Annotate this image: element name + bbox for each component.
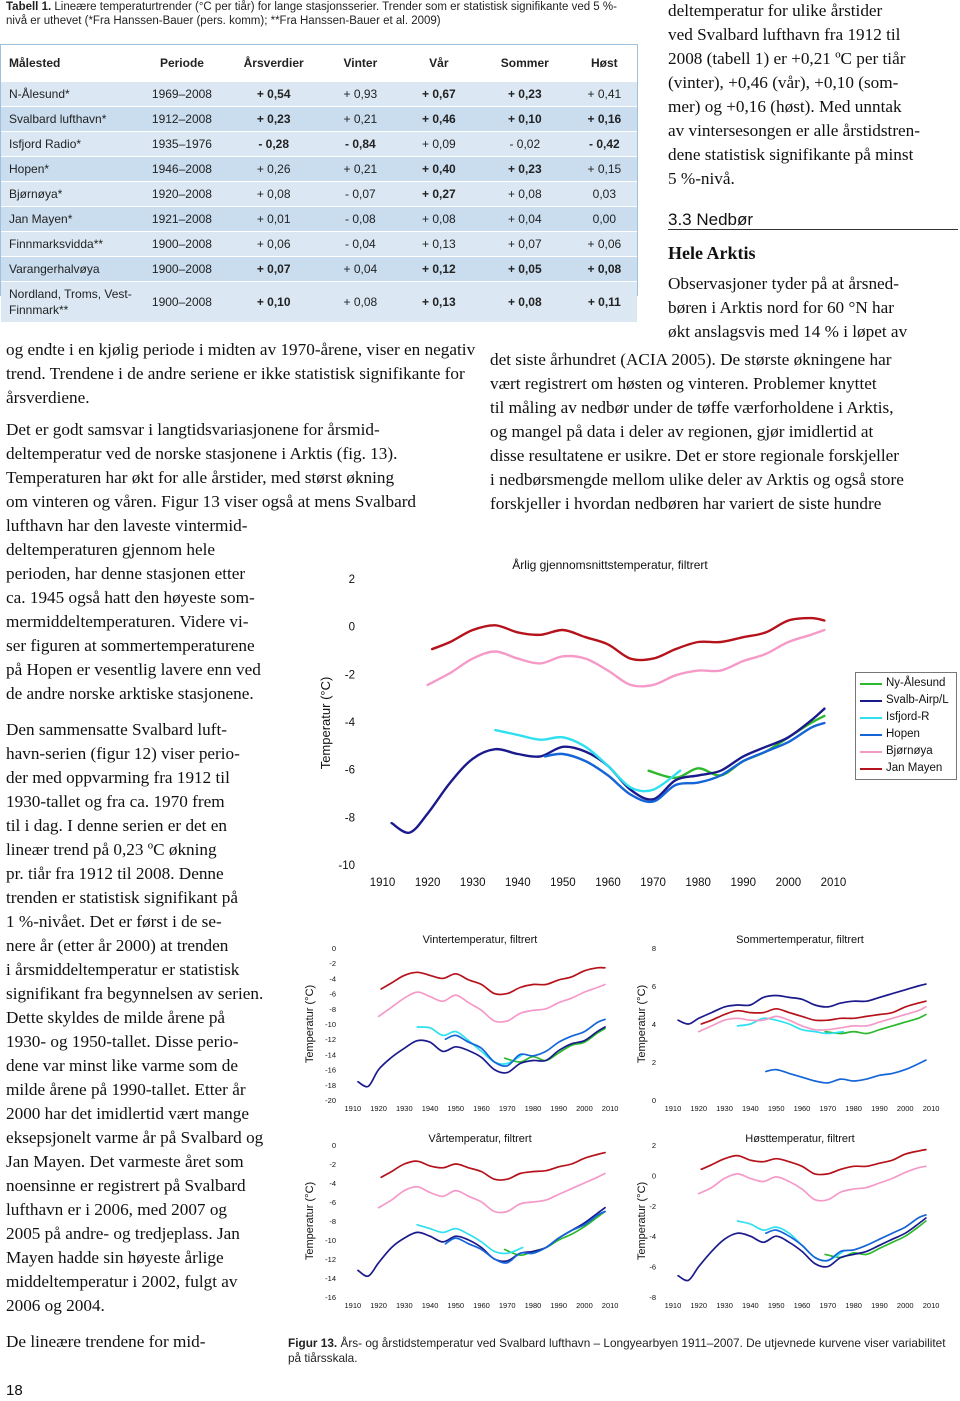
- y-tick-label: 6: [651, 982, 656, 991]
- period: 1900–2008: [138, 257, 227, 282]
- x-tick-label: 1960: [793, 1104, 811, 1113]
- trend-value: + 0,06: [572, 232, 637, 257]
- legend-item: [856, 743, 956, 760]
- text-line: (vinter), +0,46 (vår), +0,10 (som-: [668, 73, 899, 92]
- y-tick-label: -12: [325, 1255, 336, 1264]
- chart-panel: [636, 934, 939, 1113]
- y-tick-label: 8: [651, 944, 656, 953]
- y-tick-label: -8: [344, 812, 355, 825]
- trend-value: + 0,08: [478, 182, 572, 207]
- right-paragraph-2-wide: [490, 348, 960, 516]
- station-name: Isfjord Radio*: [1, 132, 138, 157]
- trend-value: + 0,26: [226, 157, 321, 182]
- station-name: Finnmarksvidda**: [1, 232, 138, 257]
- y-axis-label: Temperatur (°C): [304, 1181, 316, 1261]
- period: 1946–2008: [138, 157, 227, 182]
- left-paragraph-2: [6, 418, 476, 706]
- text-line: 2005 på andre- og tredjeplass. Jan: [6, 1224, 240, 1243]
- station-name: Svalbard lufthavn*: [1, 107, 138, 132]
- table-row: [1, 132, 637, 157]
- y-axis-label: Temperatur (°C): [636, 984, 648, 1064]
- legend-label: Jan Mayen: [886, 762, 943, 774]
- trend-value: + 0,27: [400, 182, 478, 207]
- x-tick-label: 2000: [896, 1301, 914, 1310]
- x-tick-label: 1910: [344, 1104, 362, 1113]
- table-row: [1, 232, 637, 257]
- text-line: milde årene på 1990-tallet. Etter år: [6, 1080, 246, 1099]
- trend-value: + 0,12: [400, 257, 478, 282]
- chart-title: Høsttemperatur, filtrert: [745, 1133, 855, 1145]
- x-tick-label: 1920: [690, 1104, 708, 1113]
- y-tick-label: -16: [325, 1293, 336, 1302]
- trend-value: + 0,09: [400, 132, 478, 157]
- right-paragraph-2-narrow: [668, 272, 960, 344]
- series-line-svalb-airp-l: [678, 984, 926, 1024]
- y-tick-label: -4: [329, 1179, 336, 1188]
- y-tick-label: -18: [325, 1080, 336, 1090]
- text-line: Det er godt samsvar i langtidsvariasjonene for årsmid-: [6, 420, 380, 439]
- text-line: 2008 (tabell 1) er +0,21 ºC per tiår: [668, 49, 906, 68]
- legend-swatch: [860, 751, 882, 753]
- text-line: 1930- og 1950-tallet. Disse perio-: [6, 1032, 239, 1051]
- legend-swatch: [860, 734, 882, 736]
- y-tick-label: -8: [329, 1217, 336, 1226]
- text-line: Jan Mayen. Det varmeste året som: [6, 1152, 244, 1171]
- text-line: ser figuren at sommertemperaturene: [6, 636, 255, 655]
- legend-item: [856, 709, 956, 726]
- period: 1912–2008: [138, 107, 227, 132]
- text-line: på Hopen er vesentlig lavere enn ved: [6, 660, 261, 679]
- text-line: der med oppvarming fra 1912 til: [6, 768, 230, 787]
- series-line-jan-mayen: [701, 1150, 926, 1175]
- table-row: [1, 157, 637, 182]
- y-tick-label: -8: [649, 1293, 656, 1302]
- trend-value: + 0,08: [321, 282, 400, 323]
- trend-value: 0,03: [572, 182, 637, 207]
- chart-title: Vårtemperatur, filtrert: [428, 1133, 532, 1145]
- text-line: Mayen hadde sin høyeste årlige: [6, 1248, 224, 1267]
- chart-panel: [636, 1133, 939, 1310]
- trend-value: + 0,13: [400, 232, 478, 257]
- x-tick-label: 1970: [498, 1301, 516, 1310]
- table-row: [1, 82, 637, 107]
- x-tick-label: 1980: [845, 1104, 862, 1113]
- station-name: N-Ålesund*: [1, 82, 138, 107]
- station-name: Hopen*: [1, 157, 138, 182]
- text-line: i årsmiddeltemperatur er statistisk: [6, 960, 240, 979]
- y-tick-label: -14: [325, 1050, 336, 1060]
- x-tick-label: 1970: [498, 1104, 516, 1113]
- x-tick-label: 2000: [896, 1104, 914, 1113]
- text-line: børen i Arktis nord for 60 °N har: [668, 298, 894, 317]
- y-axis-label: Temperatur (°C): [636, 1181, 648, 1261]
- trend-value: + 0,23: [478, 157, 572, 182]
- text-line: av vintersesongen er alle årstidstren-: [668, 121, 920, 140]
- trend-value: + 0,41: [572, 82, 637, 107]
- text-line: pr. tiår fra 1912 til 2008. Denne: [6, 864, 224, 883]
- table-header-cell: Periode: [138, 45, 227, 82]
- series-line-ny-lesund: [825, 1221, 926, 1258]
- text-line: ved Svalbard lufthavn fra 1912 til: [668, 25, 901, 44]
- trend-value: - 0,42: [572, 132, 637, 157]
- table-row: [1, 282, 637, 323]
- x-tick-label: 1950: [550, 877, 576, 889]
- legend-swatch: [860, 683, 882, 685]
- y-axis-label: Temperatur (°C): [304, 984, 316, 1064]
- series-line-isfjord-r: [738, 1018, 844, 1033]
- x-tick-label: 1960: [793, 1301, 811, 1310]
- legend-label: Hopen: [886, 728, 920, 740]
- page-number: 18: [6, 1382, 23, 1399]
- text-line: havn-serien (figur 12) viser perio-: [6, 744, 240, 763]
- trend-value: - 0,02: [478, 132, 572, 157]
- x-tick-label: 1980: [524, 1301, 542, 1310]
- period: 1969–2008: [138, 82, 227, 107]
- text-line: deltemperaturen gjennom hele: [6, 540, 216, 559]
- y-tick-label: 0: [651, 1096, 656, 1105]
- series-line-hopen: [545, 723, 825, 802]
- section-heading: 3.3 Nedbør: [668, 210, 754, 229]
- period: 1935–1976: [138, 132, 227, 157]
- x-tick-label: 1990: [730, 877, 757, 889]
- series-line-hopen: [766, 1215, 926, 1261]
- x-tick-label: 1980: [685, 877, 711, 889]
- x-tick-label: 2010: [601, 1301, 619, 1310]
- x-tick-label: 1920: [690, 1301, 708, 1310]
- text-line: ca. 1945 også hatt den høyeste som-: [6, 588, 255, 607]
- trend-value: + 0,21: [321, 157, 400, 182]
- x-tick-label: 1930: [459, 877, 486, 889]
- text-line: forskjeller i hvordan nedbøren har variert de siste hundre: [490, 494, 882, 513]
- trend-value: + 0,10: [478, 107, 572, 132]
- series-line-ny-lesund: [505, 1029, 605, 1062]
- x-tick-label: 2010: [922, 1104, 940, 1113]
- station-name: Jan Mayen*: [1, 207, 138, 232]
- y-tick-label: -2: [344, 669, 355, 682]
- trend-value: + 0,93: [321, 82, 400, 107]
- series-line-ny-lesund: [825, 1015, 926, 1034]
- trend-value: + 0,46: [400, 107, 478, 132]
- x-tick-label: 1910: [664, 1104, 682, 1113]
- trend-value: + 0,23: [478, 82, 572, 107]
- text-line: trenden er statistisk signifikant på: [6, 888, 238, 907]
- x-tick-label: 1940: [421, 1104, 439, 1113]
- x-tick-label: 1960: [473, 1104, 490, 1113]
- text-line: deltemperatur for ulike årstider: [668, 1, 883, 20]
- figure-caption-label: Figur 13.: [288, 1336, 338, 1350]
- legend-label: Bjørnøya: [886, 745, 933, 757]
- text-line: Observasjoner tyder på at årsned-: [668, 274, 899, 293]
- text-line: 1930-tallet og fra ca. 1970 frem: [6, 792, 225, 811]
- text-line: vært registrert om høsten og vinteren. Problemer knyttet: [490, 374, 877, 393]
- y-tick-label: -6: [649, 1262, 656, 1272]
- series-line-bj-rn-ya: [699, 1166, 926, 1201]
- station-name: Bjørnøya*: [1, 182, 138, 207]
- table-caption-text: Lineære temperaturtrender (°C per tiår) for lange stasjonsserier. Trender som er statistisk signifikante ved 5 %-nivå er uthevet (*Fra Hanssen-Bauer (pers. komm); **Fra Hanssen-Bauer et al. 2009): [6, 1, 617, 27]
- text-line: perioden, har denne stasjonen etter: [6, 564, 246, 583]
- left-paragraph-1: og endte i en kjølig periode i midten av 1970-årene, viser en negativ trend. Trendene i de andre seriene er ikke statistisk signifikante for årsverdiene.: [6, 340, 476, 407]
- legend-label: Isfjord-R: [886, 711, 930, 723]
- station-name: Nordland, Troms, Vest-Finnmark**: [1, 282, 138, 323]
- y-tick-label: 2: [651, 1058, 656, 1067]
- x-tick-label: 2010: [601, 1104, 619, 1113]
- text-line: lufthavn er i 2006, med 2007 og: [6, 1200, 228, 1219]
- x-tick-label: 1920: [370, 1104, 387, 1113]
- trend-value: - 0,84: [321, 132, 400, 157]
- text-line: det siste århundret (ACIA 2005). De største økningene har: [490, 350, 892, 369]
- y-tick-label: -8: [329, 1004, 336, 1014]
- legend-label: Svalb-Airp/L: [886, 694, 949, 706]
- x-tick-label: 1990: [871, 1301, 888, 1310]
- trend-value: - 0,28: [226, 132, 321, 157]
- table-header-cell: Målested: [1, 45, 138, 82]
- x-tick-label: 1980: [524, 1104, 542, 1113]
- y-axis-label: Temperatur (°C): [318, 676, 333, 770]
- x-tick-label: 1980: [845, 1301, 862, 1310]
- x-tick-label: 1930: [716, 1301, 733, 1310]
- text-line: 2006 og 2004.: [6, 1296, 105, 1315]
- legend-swatch: [860, 700, 882, 702]
- table-caption-label: Tabell 1.: [6, 1, 52, 13]
- x-tick-label: 1910: [344, 1301, 362, 1310]
- series-line-bj-rn-ya: [699, 1007, 926, 1032]
- x-tick-label: 1960: [473, 1301, 490, 1310]
- table-row: [1, 182, 637, 207]
- trend-value: + 0,16: [572, 107, 637, 132]
- legend-swatch: [860, 768, 882, 770]
- y-tick-label: -10: [325, 1236, 336, 1245]
- table-header-cell: Høst: [572, 45, 637, 82]
- y-tick-label: -4: [329, 974, 336, 984]
- trend-value: + 0,05: [478, 257, 572, 282]
- table-header-cell: Årsverdier: [226, 45, 321, 82]
- y-tick-label: 0: [331, 1141, 336, 1150]
- text-line: mermiddeltemperaturen. Videre vi-: [6, 612, 249, 631]
- text-line: middeltemperatur i 2002, fulgt av: [6, 1272, 238, 1291]
- x-tick-label: 1970: [640, 877, 666, 889]
- text-line: Dette skyldes de milde årene på: [6, 1008, 226, 1027]
- x-tick-label: 1950: [447, 1301, 465, 1310]
- x-tick-label: 1950: [447, 1104, 465, 1113]
- trend-value: + 0,08: [226, 182, 321, 207]
- x-tick-label: 1930: [395, 1301, 413, 1310]
- table-header-cell: Vinter: [321, 45, 400, 82]
- legend-label: Ny-Ålesund: [886, 677, 946, 689]
- series-line-hopen: [766, 1060, 926, 1083]
- chart-title: Årlig gjennomsnittstemperatur, filtrert: [512, 558, 708, 572]
- text-line: dene statistisk signifikante på minst: [668, 145, 914, 164]
- text-line: til måling av nedbør under de tøffe værforholdene i Arktis,: [490, 398, 894, 417]
- figure-caption-text: Års- og årstidstemperatur ved Svalbard lufthavn – Longyearbyen 1911–2007. De utjevnede kurvene viser variabilitet på tiårsskala.: [288, 1336, 946, 1365]
- y-tick-label: -2: [329, 959, 336, 969]
- right-paragraph-1: [668, 0, 960, 191]
- left-paragraph-4: De lineære trendene for mid-: [6, 1332, 206, 1351]
- text-line: 2000 har det imidlertid vært mange: [6, 1104, 249, 1123]
- legend-item: [856, 760, 956, 777]
- table-row: [1, 257, 637, 282]
- text-line: 1 %-nivået. Det er først i de se-: [6, 912, 222, 931]
- y-tick-label: 0: [651, 1171, 656, 1181]
- table-header-cell: Vår: [400, 45, 478, 82]
- text-line: om vinteren og våren. Figur 13 viser også at mens Svalbard: [6, 492, 417, 511]
- trend-value: + 0,54: [226, 82, 321, 107]
- text-line: lufthavn har den laveste vintermid-: [6, 516, 248, 535]
- legend-item: [856, 726, 956, 743]
- legend-item: [856, 675, 956, 692]
- y-tick-label: -4: [344, 717, 355, 729]
- y-tick-label: -6: [329, 1198, 336, 1207]
- x-tick-label: 1910: [369, 877, 396, 889]
- x-tick-label: 2000: [576, 1301, 593, 1310]
- y-tick-label: 0: [348, 621, 355, 634]
- trend-value: + 0,21: [321, 107, 400, 132]
- trend-value: + 0,67: [400, 82, 478, 107]
- x-tick-label: 1940: [742, 1301, 759, 1310]
- subheading: Hele Arktis: [668, 243, 756, 263]
- trend-value: - 0,08: [321, 207, 400, 232]
- x-tick-label: 1970: [819, 1301, 837, 1310]
- y-tick-label: -10: [325, 1020, 336, 1029]
- x-tick-label: 1950: [767, 1301, 785, 1310]
- temperature-trend-table: [0, 44, 638, 317]
- x-tick-label: 1920: [370, 1301, 387, 1310]
- text-line: økt anslagsvis med 14 % i løpet av: [668, 322, 908, 341]
- x-tick-label: 1950: [767, 1104, 785, 1113]
- trend-value: + 0,13: [400, 282, 478, 323]
- x-tick-label: 1920: [414, 877, 441, 889]
- x-tick-label: 2000: [775, 877, 802, 889]
- trend-value: + 0,08: [400, 207, 478, 232]
- y-tick-label: -16: [325, 1065, 336, 1075]
- x-tick-label: 1930: [716, 1104, 733, 1113]
- left-paragraph-3: [6, 718, 476, 1318]
- table-row: [1, 107, 637, 132]
- chart-legend: [855, 672, 957, 780]
- station-name: Varangerhalvøya: [1, 257, 138, 282]
- x-tick-label: 2000: [576, 1104, 593, 1113]
- table-header-cell: Sommer: [478, 45, 572, 82]
- y-tick-label: -12: [325, 1035, 336, 1045]
- x-tick-label: 2010: [922, 1301, 940, 1310]
- series-line-isfjord-r: [495, 730, 680, 791]
- trend-value: + 0,15: [572, 157, 637, 182]
- legend-swatch: [860, 717, 882, 719]
- series-line-svalb-airp-l: [678, 1218, 926, 1281]
- text-line: eksepsjonelt varme år på Svalbard og: [6, 1128, 264, 1147]
- text-line: deltemperatur ved de norske stasjonene i Arktis (fig. 13).: [6, 444, 398, 463]
- y-tick-label: -14: [325, 1274, 336, 1283]
- y-tick-label: -2: [329, 1160, 336, 1169]
- y-tick-label: 0: [331, 944, 336, 953]
- period: 1920–2008: [138, 182, 227, 207]
- chart-title: Sommertemperatur, filtrert: [736, 934, 864, 946]
- period: 1921–2008: [138, 207, 227, 232]
- x-tick-label: 1990: [871, 1104, 888, 1113]
- text-line: og mangel på data i deler av regionen, gjør imidlertid at: [490, 422, 874, 441]
- x-tick-label: 1970: [819, 1104, 837, 1113]
- y-tick-label: -6: [329, 989, 336, 999]
- trend-value: + 0,04: [478, 207, 572, 232]
- x-tick-label: 1910: [664, 1301, 682, 1310]
- trend-value: + 0,11: [572, 282, 637, 323]
- x-tick-label: 1940: [742, 1104, 759, 1113]
- x-tick-label: 1990: [550, 1301, 568, 1310]
- text-line: noensinne er registrert på Svalbard: [6, 1176, 246, 1195]
- text-line: til i dag. I denne serien er det en: [6, 816, 227, 835]
- y-tick-label: 4: [651, 1020, 656, 1029]
- trend-value: + 0,10: [226, 282, 321, 323]
- trend-table: [1, 45, 637, 322]
- y-tick-label: -2: [649, 1201, 656, 1211]
- trend-value: + 0,08: [572, 257, 637, 282]
- text-line: mer) og +0,16 (høst). Med unntak: [668, 97, 902, 116]
- trend-value: + 0,07: [478, 232, 572, 257]
- text-line: Temperaturen har økt for alle årstider, med størst økning: [6, 468, 395, 487]
- table-row: [1, 207, 637, 232]
- table-header-row: [1, 45, 637, 82]
- x-tick-label: 1930: [395, 1104, 413, 1113]
- section-heading-rule: [668, 229, 958, 230]
- y-tick-label: 2: [348, 574, 355, 586]
- legend-item: [856, 692, 956, 709]
- series-line-jan-mayen: [432, 618, 824, 660]
- text-line: i nedbørsmengde mellom ulike deler av Arktis og også store: [490, 470, 904, 489]
- trend-value: 0,00: [572, 207, 637, 232]
- text-line: nere år (etter år 2000) at trenden: [6, 936, 229, 955]
- trend-value: + 0,06: [226, 232, 321, 257]
- text-line: lineær trend på 0,23 ºC økning: [6, 840, 217, 859]
- text-line: 5 %-nivå.: [668, 169, 735, 188]
- table-caption: [6, 0, 636, 28]
- x-tick-label: 1960: [595, 877, 621, 889]
- text-line: disse resultatene er usikre. Det er store regionale forskjeller: [490, 446, 899, 465]
- chart-title: Vintertemperatur, filtrert: [422, 934, 538, 946]
- y-tick-label: -10: [338, 860, 355, 872]
- y-tick-label: -20: [325, 1096, 336, 1105]
- trend-value: + 0,04: [321, 257, 400, 282]
- text-line: signifikant fra begynnelsen av serien.: [6, 984, 264, 1003]
- trend-value: + 0,01: [226, 207, 321, 232]
- text-line: de andre norske arktiske stasjonene.: [6, 684, 254, 703]
- series-line-ny-lesund: [649, 716, 825, 778]
- trend-value: + 0,23: [226, 107, 321, 132]
- y-tick-label: 2: [651, 1141, 656, 1150]
- x-tick-label: 1990: [550, 1104, 568, 1113]
- series-line-jan-mayen: [701, 1001, 926, 1024]
- y-tick-label: -6: [344, 764, 355, 777]
- series-line-bj-rn-ya: [428, 630, 825, 686]
- trend-value: + 0,08: [478, 282, 572, 323]
- period: 1900–2008: [138, 232, 227, 257]
- trend-value: + 0,40: [400, 157, 478, 182]
- trend-value: - 0,07: [321, 182, 400, 207]
- series-line-ny-lesund: [505, 1212, 605, 1256]
- x-tick-label: 1940: [505, 877, 531, 889]
- series-line-isfjord-r: [738, 1221, 844, 1261]
- text-line: Den sammensatte Svalbard luft-: [6, 720, 227, 739]
- trend-value: - 0,04: [321, 232, 400, 257]
- text-line: dene var minst like varme som de: [6, 1056, 238, 1075]
- trend-value: + 0,07: [226, 257, 321, 282]
- y-tick-label: -4: [649, 1232, 656, 1242]
- period: 1900–2008: [138, 282, 227, 323]
- x-tick-label: 1940: [421, 1301, 439, 1310]
- x-tick-label: 2010: [820, 877, 847, 889]
- figure-caption: [288, 1336, 948, 1366]
